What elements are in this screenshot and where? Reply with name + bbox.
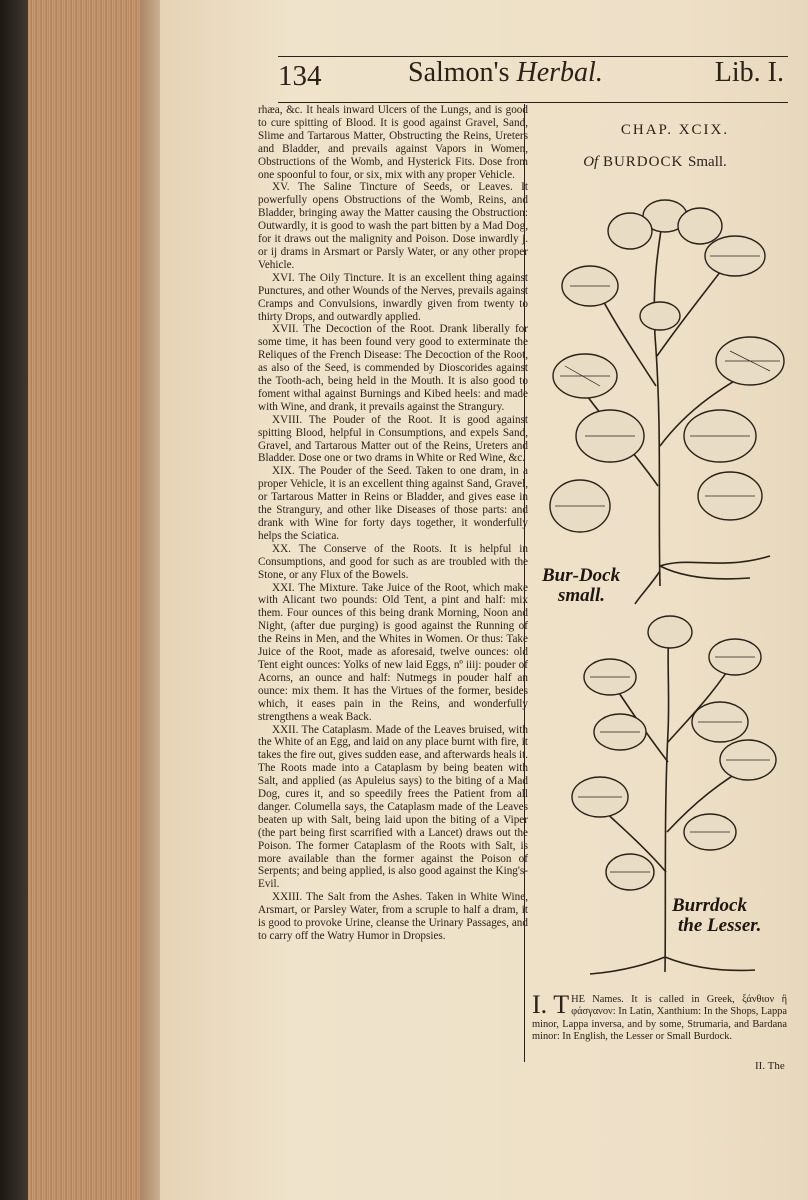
paragraph-xxi: XXI. The Mixture. Take Juice of the Root, which make with Alicant two pounds: Old Tent, a pint and half: mix them. Four ounces of this being drank Morning, Noon and Night, (after due purging) is good against the Running of the Reins in Men, and the Whites in Women. Or thus: Take Juice of the Root, made as aforesaid, twelve ounces: old Tent eight ounces: Yolks of new laid Eggs, nº iiij: pouder of Acorns, an ounce and half: Nutmegs in pouder half an ounce: mix them. It has the Virtues of the former, besides which, it eases pain in the Reins, and wonderfully strengthens a weak Back. — [258, 581, 528, 723]
paragraph-xxii: XXII. The Cataplasm. Made of the Leaves bruised, with the White of an Egg, and laid on any place burnt with fire, it takes the fire out, gives sudden ease, and afterwards heals it. The Roots made into a Cataplasm by being beaten with Salt, and applied (as Apuleius says) to the biting of a Mad Dog, cures it, and so speedily frees the Patient from all danger. Columella says, the Cataplasm made of the Leaves beaten up with Salt, being laid upon the biting of a Viper (the part being first scarrified with a Lancet) draws out the Poison. The former Cataplasm of the Roots with Salt, is more available than the former against the Poison of Serpents; and being applied, is also good against the King's-Evil. — [258, 723, 528, 891]
catchword: II. The — [755, 1060, 785, 1072]
caption-upper — [542, 566, 620, 606]
drop-cap: I. T — [532, 990, 570, 1019]
running-title-text: Salmon's — [408, 57, 517, 88]
paragraph-xv: XV. The Saline Tincture of Seeds, or Leaves. It powerfully opens Obstructions of the Womb, Reins, and Bladder, bringing away the Matter causing the Obstruction: Outwardly, it is good to wash the part bitten by a Mad Dog, for it draws out the malignity and Poison. Dose inwardly j. or ij drams in Arsmart or Parsly Water, or any other proper Vehicle. — [258, 181, 528, 271]
caption-upper-line2: small. — [558, 585, 605, 606]
paragraph-continued: rhæa, &c. It heals inward Ulcers of the Lungs, and is good to cure spitting of Blood. It is good against Gravel, Sand, Slime and Tartarous Matter, Obstructing the Reins, Ureters and Bladder, and prevails against Vapors in Women, Obstructions of the Womb, and Hysterick Fits. Dose from one spoonful to four, or six, mix with any proper Vehicle. — [258, 104, 528, 181]
running-header — [278, 48, 788, 103]
chapter-subtitle — [540, 154, 770, 171]
paragraph-xix: XIX. The Pouder of the Seed. Taken to one dram, in a proper Vehicle, it is an excellent thing against Sand, Gravel, or Tartarous Matter in Reins or Bladder, and gives ease in the Strangury, and other like Diseases of those parts: and drank with Wine for forty days together, it wonderfully helps the Sciatica. — [258, 465, 528, 542]
chapter-plant-name: BURDOCK — [602, 154, 684, 170]
running-title-italic: Herbal. — [516, 57, 603, 88]
paragraph-xvii: XVII. The Decoction of the Root. Drank liberally for some time, it has been found very good to exterminate the Reliques of the French Disease: The Decoction of the Root, as also of the Seed, is commended by Dioscorides against the Tooth-ach, being held in the Mouth. It is also good to foment withal against Burnings and Kibed heels: and made with Wine, and drank, it prevails against the Strangury. — [258, 323, 528, 413]
paragraph-xxiii: XXIII. The Salt from the Ashes. Taken in White Wine, Arsmart, or Parsley Water, from a scruple to half a dram, it is good to provoke Urine, cleanse the Urinary Passages, and to carry off the Watry Humor in Dropsies. — [258, 891, 528, 942]
chapter-of: Of — [583, 154, 599, 170]
caption-lower — [672, 896, 761, 936]
burdock-small-woodcut — [540, 186, 790, 606]
paragraph-xx: XX. The Conserve of the Roots. It is helpful in Consumptions, and good for such as are troubled with the Stone, or any Flux of the Bowels. — [258, 542, 528, 581]
paragraph-xvi: XVI. The Oily Tincture. It is an excellent thing against Punctures, and other Wounds of the Nerves, prevails against Cramps and Convulsions, inwardly given from twenty to thirty Drops, and outwardly applied. — [258, 271, 528, 323]
book-number: Lib. I. — [714, 57, 784, 88]
book-page — [160, 0, 808, 1200]
left-text-column — [258, 104, 528, 943]
paragraph-xviii: XVIII. The Pouder of the Root. It is good against spitting Blood, helpful in Consumptions, and expels Sand, Gravel, and Tartarous Matter out of the Reins, Ureters and Bladder. Dose one or two drams in White or Red Wine, &c. — [258, 413, 528, 465]
caption-lower-line1: Burrdock — [672, 895, 747, 916]
chapter-small: Small. — [688, 154, 727, 170]
running-title — [408, 57, 603, 89]
column-divider — [524, 104, 525, 1062]
page-number: 134 — [278, 60, 322, 92]
caption-lower-line2: the Lesser. — [678, 915, 762, 936]
right-text-column — [532, 990, 787, 1043]
page-edges — [28, 0, 152, 1200]
names-paragraph: HE Names. It is called in Greek, ξάνθιον ἢ φάσγανον: In Latin, Xanthium: In the Shops, Lappa minor, Lappa inversa, and by some, Strumaria, and Bardana minor: In English, the Lesser or Small Burdock. — [532, 994, 787, 1042]
caption-upper-line1: Bur-Dock — [542, 565, 621, 586]
chapter-heading: CHAP. XCIX. — [620, 122, 730, 138]
